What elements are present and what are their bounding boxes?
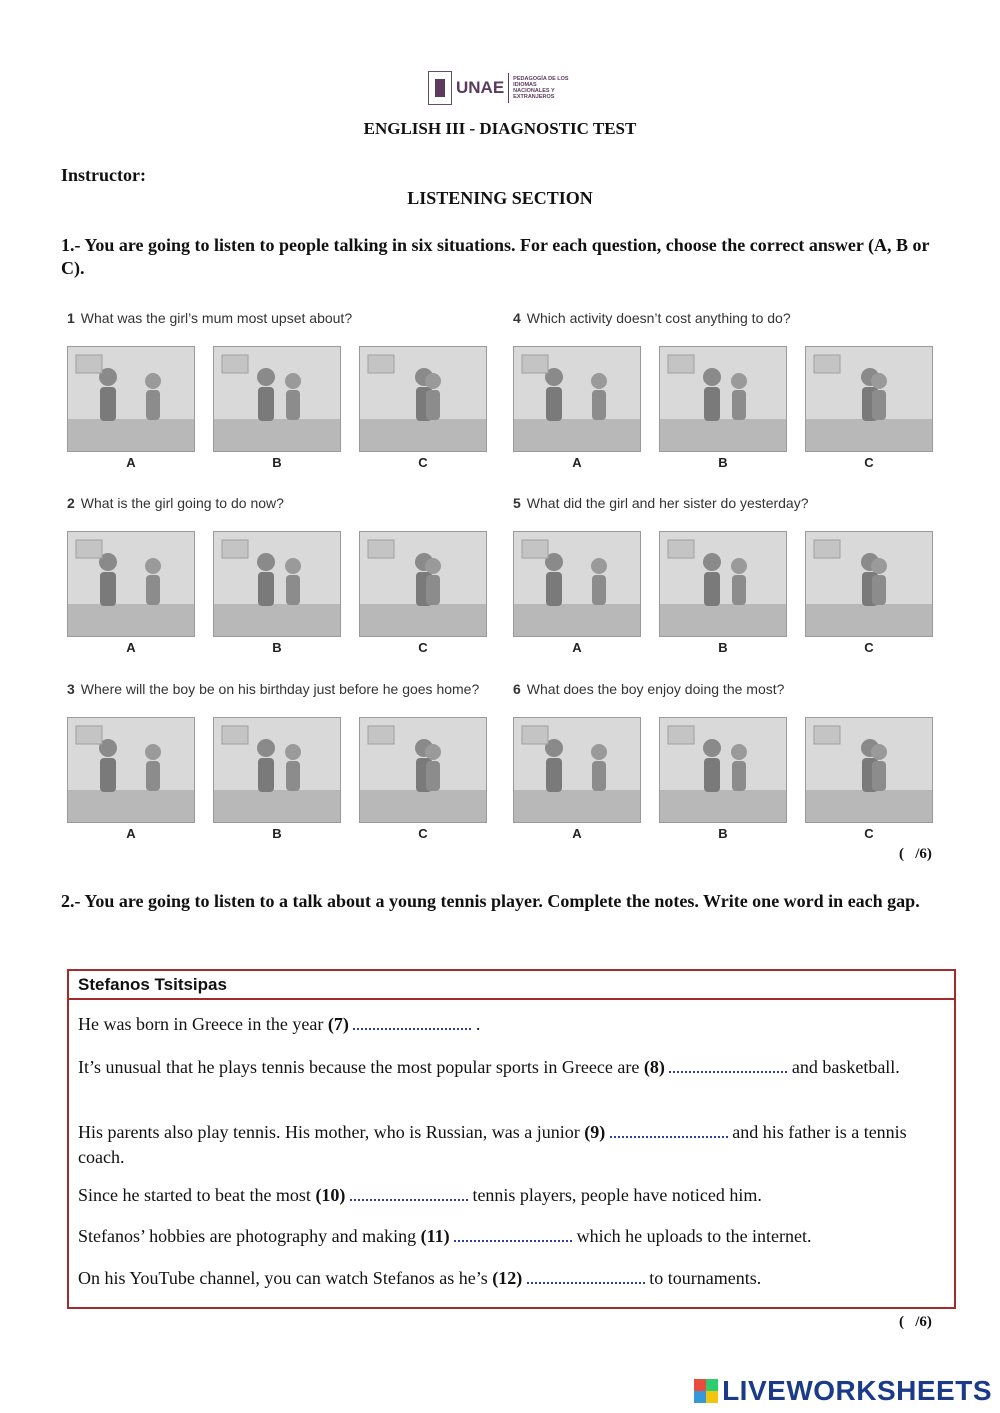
question-number: 4	[513, 310, 521, 326]
question-4-picture-c[interactable]	[805, 346, 933, 452]
note-text-before: He was born in Greece in the year	[78, 1014, 324, 1034]
question-5-title	[513, 495, 809, 511]
option-label: A	[126, 826, 136, 841]
answer-gap-11[interactable]	[454, 1226, 572, 1242]
option-label: A	[572, 826, 582, 841]
question-6-picture-b[interactable]	[659, 717, 787, 823]
question-5-picture-c[interactable]	[805, 531, 933, 637]
gap-number: (8)	[643, 1057, 665, 1077]
logo-name: UNAE	[456, 78, 505, 97]
option-label: A	[572, 455, 582, 470]
gap-number: (12)	[492, 1268, 523, 1288]
answer-gap-12[interactable]	[527, 1268, 645, 1284]
question-text: Which activity doesn’t cost anything to do?	[526, 310, 791, 326]
instructor-label: Instructor:	[61, 165, 146, 185]
question-3-picture-a[interactable]	[67, 717, 195, 823]
note-line-7	[78, 1012, 940, 1037]
question-number: 5	[513, 495, 521, 511]
part2-instruction: 2.- You are going to listen to a talk about a young tennis player. Complete the notes. Write one word in each gap.	[61, 891, 920, 911]
part2-score: ( /6)	[899, 1314, 932, 1330]
note-line-10	[78, 1183, 940, 1208]
question-6-title	[513, 681, 784, 697]
question-2-picture-b[interactable]	[213, 531, 341, 637]
question-number: 1	[67, 310, 75, 326]
note-text-after: to tournaments.	[644, 1268, 762, 1288]
note-text-after: tennis players, people have noticed him.	[467, 1185, 762, 1205]
notes-header	[69, 971, 954, 1000]
question-3-title	[67, 681, 479, 697]
question-text: What was the girl’s mum most upset about?	[80, 310, 353, 326]
liveworksheets-icon	[694, 1379, 718, 1403]
question-text: What is the girl going to do now?	[80, 495, 284, 511]
question-2-picture-c[interactable]	[359, 531, 487, 637]
answer-gap-10[interactable]	[350, 1185, 468, 1201]
question-6-picture-c[interactable]	[805, 717, 933, 823]
gap-number: (9)	[584, 1122, 606, 1142]
answer-gap-8[interactable]	[669, 1057, 787, 1073]
gap-number: (7)	[327, 1014, 349, 1034]
question-text: What does the boy enjoy doing the most?	[526, 681, 785, 697]
logo-mark-icon	[428, 71, 452, 105]
question-1-picture-a[interactable]	[67, 346, 195, 452]
note-text-before: It’s unusual that he plays tennis because the most popular sports in Greece are	[78, 1057, 640, 1077]
option-label: B	[272, 640, 282, 655]
note-text-after: .	[471, 1014, 481, 1034]
question-number: 2	[67, 495, 75, 511]
question-text: Where will the boy be on his birthday just before he goes home?	[80, 681, 480, 697]
question-4-title	[513, 310, 791, 326]
liveworksheets-logo	[694, 1375, 992, 1407]
question-number: 6	[513, 681, 521, 697]
question-3-picture-c[interactable]	[359, 717, 487, 823]
option-label: C	[418, 640, 428, 655]
answer-gap-9[interactable]	[610, 1122, 728, 1138]
page-title: ENGLISH III - DIAGNOSTIC TEST	[363, 119, 637, 138]
gap-number: (10)	[315, 1185, 346, 1205]
answer-gap-7[interactable]	[353, 1014, 471, 1030]
note-text-before: Stefanos’ hobbies are photography and making	[78, 1226, 417, 1246]
question-number: 3	[67, 681, 75, 697]
option-label: B	[718, 826, 728, 841]
note-line-9	[78, 1120, 940, 1170]
part1-score: ( /6)	[899, 846, 932, 862]
unae-logo	[428, 70, 574, 106]
option-label: B	[718, 455, 728, 470]
question-1-title	[67, 310, 352, 326]
note-line-11	[78, 1224, 940, 1249]
question-5-picture-a[interactable]	[513, 531, 641, 637]
note-text-before: His parents also play tennis. His mother, who is Russian, was a junior	[78, 1122, 580, 1142]
section-title: LISTENING SECTION	[407, 188, 593, 208]
question-3-picture-b[interactable]	[213, 717, 341, 823]
question-2-title	[67, 495, 284, 511]
option-label: A	[572, 640, 582, 655]
note-text-before: On his YouTube channel, you can watch Stefanos as he’s	[78, 1268, 488, 1288]
question-5-picture-b[interactable]	[659, 531, 787, 637]
question-2-picture-a[interactable]	[67, 531, 195, 637]
gap-number: (11)	[420, 1226, 450, 1246]
note-text-before: Since he started to beat the most	[78, 1185, 311, 1205]
question-text: What did the girl and her sister do yesterday?	[526, 495, 809, 511]
option-label: B	[272, 826, 282, 841]
option-label: C	[864, 826, 874, 841]
notes-box	[67, 969, 956, 1309]
part1-instruction: 1.- You are going to listen to people talking in six situations. For each question, choose the correct answer (A, B or C).	[61, 235, 930, 278]
option-label: A	[126, 455, 136, 470]
note-text-after: and basketball.	[787, 1057, 900, 1077]
option-label: B	[272, 455, 282, 470]
option-label: C	[418, 455, 428, 470]
note-line-12	[78, 1266, 940, 1291]
option-label: A	[126, 640, 136, 655]
note-text-after: and his father is a tennis coach.	[78, 1122, 907, 1167]
question-1-picture-c[interactable]	[359, 346, 487, 452]
notes-title: Stefanos Tsitsipas	[78, 975, 227, 994]
question-1-picture-b[interactable]	[213, 346, 341, 452]
liveworksheets-brand: LIVEWORKSHEETS	[722, 1375, 992, 1406]
option-label: B	[718, 640, 728, 655]
logo-subtitle: PEDAGOGÍA DE LOS IDIOMAS NACIONALES Y EXTRANJEROS	[513, 76, 569, 100]
question-4-picture-a[interactable]	[513, 346, 641, 452]
option-label: C	[864, 455, 874, 470]
option-label: C	[864, 640, 874, 655]
option-label: C	[418, 826, 428, 841]
question-6-picture-a[interactable]	[513, 717, 641, 823]
note-text-after: which he uploads to the internet.	[572, 1226, 812, 1246]
question-4-picture-b[interactable]	[659, 346, 787, 452]
note-line-8	[78, 1055, 940, 1080]
